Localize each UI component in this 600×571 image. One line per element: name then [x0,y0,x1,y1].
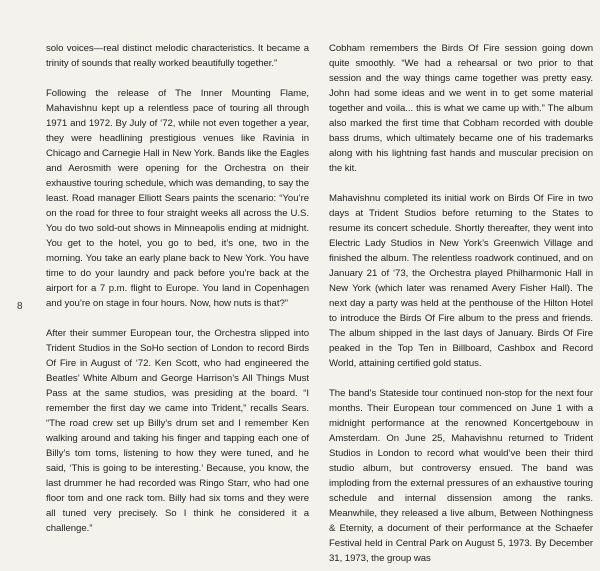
paragraph: Following the release of The Inner Mounting Flame, Mahavishnu kept up a relentless pace of touring all through 1971 and 1972. By July of ‘72, while not even together a year, they were headlining prestigious venues like Ravinia in Chicago and Carnegie Hall in New York. Bands like the Eagles and Aerosmith were opening for the Orchestra on their exhaustive touring schedule, which was demanding, to say the least. Road manager Elliott Sears paints the scenario: “You’re on the road for three to four straight weeks all across the U.S. You do two sold-out shows in Minneapolis ending at midnight. You get to the hotel, you go to bed, it’s one, two in the morning. You take an early plane back to New York. You have time to do your laundry and pack before you’re back at the airport for a 7 p.m. flight to Europe. You land in Copenhagen and you’re on stage in four hours. Now, how nuts is that?” [46,88,309,309]
left-column [46,41,309,536]
paragraph: solo voices—real distinct melodic characteristics. It became a trinity of sounds that really worked beautifully together.” [46,43,309,69]
paragraph: Cobham remembers the Birds Of Fire session going down quite smoothly. “We had a rehearsal or two prior to that session and the way things came together was pretty easy. John had some ideas and we went in to get some material together and voila... this is what we came up with.” The album also marked the first time that Cobham recorded with double bass drums, which ultimately became one of his trademarks along with his lightning fast hands and muscular precision on the kit. [329,43,593,174]
paragraph: Mahavishnu completed its initial work on Birds Of Fire in two days at Trident Studios before returning to the States to resume its concert schedule. Shortly thereafter, they went into Electric Lady Studios in New York’s Greenwich Village and finished the album. The relentless roadwork continued, and on January 21 of ‘73, the Orchestra played Philharmonic Hall in New York (which later was renamed Avery Fisher Hall). The next day a party was held at the penthouse of the Hilton Hotel to introduce the Birds Of Fire album to the press and friends. The album shipped in the last days of January. Birds Of Fire peaked in the Top Ten in Billboard, Cashbox and Record World, attaining certified gold status. [329,193,593,369]
paragraph: The band’s Stateside tour continued non-stop for the next four months. Their European tour commenced on June 1 with a midnight performance at the renowned Koncertgebouw in Amsterdam. On June 25, Mahavishnu returned to Trident Studios in London to record what would’ve been their third studio album, but controversy ensued. The band was imploding from the external pressures of an exhaustive touring schedule and internal dissension among the ranks. Meanwhile, they released a live album, Between Nothingness & Eternity, a document of their performance at the Schaefer Festival held in Central Park on August 5, 1973. By December 31, 1973, the group was [329,388,593,564]
right-column [329,41,593,566]
paragraph: After their summer European tour, the Orchestra slipped into Trident Studios in the SoHo section of London to record Birds Of Fire in August of ‘72. Ken Scott, who had engineered the Beatles’ White Album and George Harrison’s All Things Must Pass at the same studios, was presiding at the board. “I remember the first day we came into Trident,” recalls Sears. “The road crew set up Billy’s drum set and I remember Ken walking around and taking his finger and tapping each one of Billy’s tom toms, listening to how they were tuned, and he said, ‘This is going to be interesting.’ Because, you know, the last drummer he had recorded was Ringo Starr, who had one floor tom and one rack tom. Billy had six toms and they were all tuned very precisely. So I think he considered it a challenge.” [46,328,309,534]
page-number: 8 [17,301,23,312]
